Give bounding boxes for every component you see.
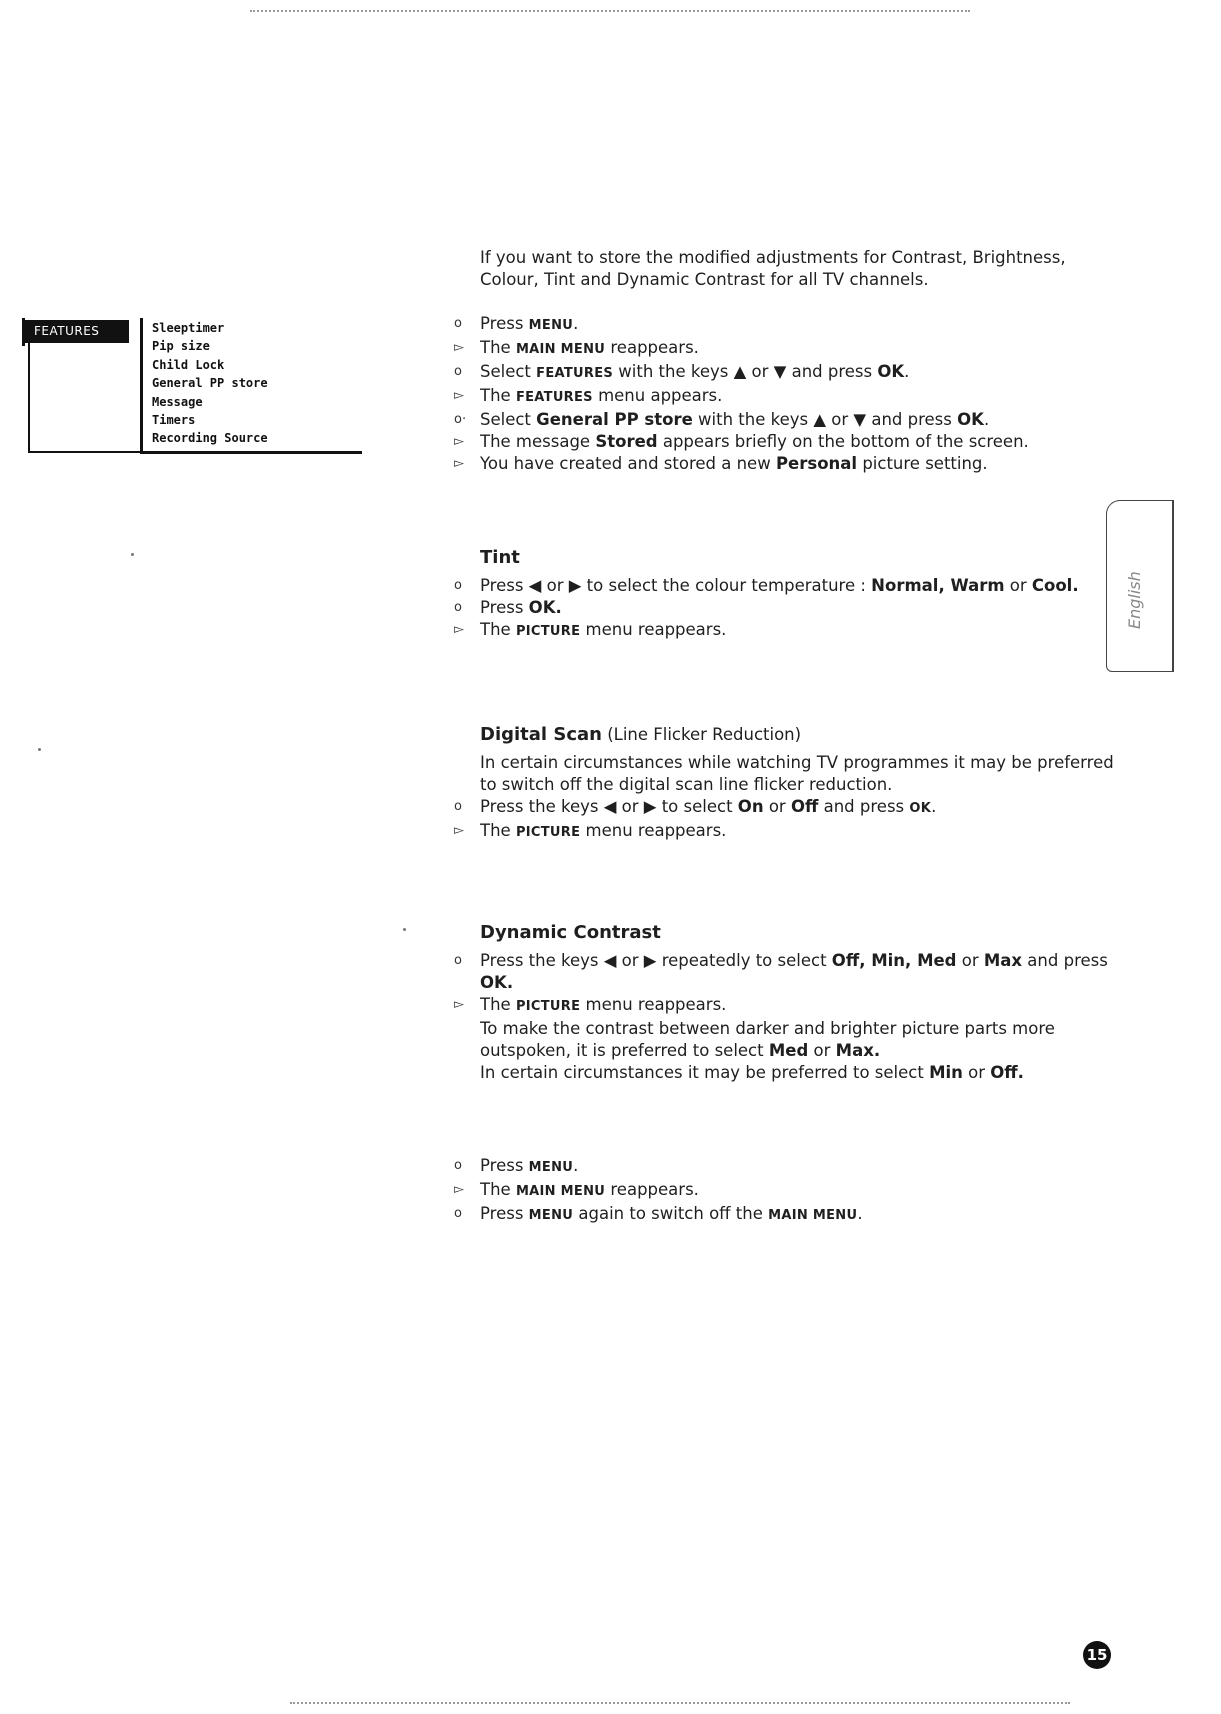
tint-steps-list xyxy=(454,575,1120,643)
result-marker: ▻ xyxy=(454,388,464,403)
step-text: or xyxy=(763,797,791,816)
result-marker: ▻ xyxy=(454,622,464,637)
step-text: The message xyxy=(480,432,596,451)
step-text: The xyxy=(480,386,516,405)
bullet-marker: o xyxy=(454,953,462,968)
step-item xyxy=(454,431,1120,453)
step-text: with the keys ▲ or ▼ and press xyxy=(692,410,958,429)
menu-item-recording-source: Recording Source xyxy=(152,431,268,446)
step-text: . xyxy=(904,362,910,381)
heading-text: Digital Scan xyxy=(480,724,602,745)
bold-term: Med xyxy=(768,1041,809,1060)
step-item xyxy=(454,575,1120,597)
step-text: . xyxy=(931,797,937,816)
bold-term: OK xyxy=(480,973,507,992)
step-item xyxy=(454,409,1120,431)
bold-term: Max xyxy=(835,1041,874,1060)
step-text: Select xyxy=(480,410,537,429)
step-text: The xyxy=(480,1180,516,1199)
step-text: Press ◀ or ▶ to select the colour temperature : xyxy=(480,576,872,595)
result-marker: ▻ xyxy=(454,456,464,471)
key-label: FEATURES xyxy=(515,390,593,405)
bold-term: Med xyxy=(917,951,957,970)
digital-scan-heading xyxy=(480,724,1120,746)
dynamic-contrast-section xyxy=(454,922,1120,1084)
step-item xyxy=(454,950,1120,994)
key-label: PICTURE xyxy=(515,825,581,840)
step-item xyxy=(454,1155,1120,1179)
step-text: . xyxy=(555,598,562,617)
note-text: or xyxy=(962,1063,991,1082)
digital-scan-steps-list xyxy=(454,796,1120,844)
bold-term: Off xyxy=(790,797,819,816)
menu-left-frame xyxy=(28,343,142,453)
bullet-marker: o xyxy=(454,1158,462,1173)
features-menu-graphic xyxy=(22,318,362,455)
step-text: menu reappears. xyxy=(580,821,727,840)
bold-term: Cool xyxy=(1031,576,1073,595)
step-item xyxy=(454,820,1120,844)
bold-term: Normal xyxy=(871,576,939,595)
key-label: MENU xyxy=(528,1208,574,1223)
step-text: or xyxy=(1004,576,1032,595)
step-text: You have created and stored a new xyxy=(480,454,776,473)
store-steps-section xyxy=(454,313,1120,475)
step-text: . xyxy=(506,973,514,992)
menu-tab-features: FEATURES xyxy=(22,320,129,343)
digital-scan-description: In certain circumstances while watching TV programmes it may be preferred to switch off the digital scan line flicker reduction. xyxy=(480,753,1114,794)
step-text: . xyxy=(573,1156,579,1175)
step-item xyxy=(454,1179,1120,1203)
bold-term: Min xyxy=(871,951,906,970)
step-item xyxy=(454,361,1120,385)
bold-term: Stored xyxy=(595,432,658,451)
menu-underline xyxy=(140,451,362,454)
step-item xyxy=(454,1203,1120,1227)
step-text: Select xyxy=(480,362,537,381)
step-text: . xyxy=(857,1204,863,1223)
key-label: OK xyxy=(909,801,932,816)
dynamic-contrast-note xyxy=(480,1018,1120,1062)
result-marker: ▻ xyxy=(454,340,464,355)
bold-term: OK xyxy=(957,410,984,429)
tint-heading: Tint xyxy=(480,547,520,568)
key-label: MAIN MENU xyxy=(515,342,606,357)
scan-speck xyxy=(403,928,406,931)
key-label: MAIN MENU xyxy=(515,1184,606,1199)
key-label: FEATURES xyxy=(536,366,614,381)
scan-artifact-bottom xyxy=(290,1702,1070,1704)
note-text: . xyxy=(1017,1063,1024,1082)
bold-term: Warm xyxy=(950,576,1005,595)
bold-term: OK xyxy=(877,362,905,381)
result-marker: ▻ xyxy=(454,434,464,449)
bold-term: On xyxy=(737,797,764,816)
intro-text: If you want to store the modified adjustments for Contrast, Brightness, Colour, Tint and Dynamic Contrast for all TV channels. xyxy=(480,248,1066,289)
scan-artifact-top xyxy=(250,10,970,12)
step-item xyxy=(454,313,1120,337)
step-text: reappears. xyxy=(605,338,699,357)
menu-item-message: Message xyxy=(152,394,203,409)
menu-item-sleeptimer: Sleeptimer xyxy=(152,321,225,335)
note-text: or xyxy=(808,1041,836,1060)
step-text: again to switch off the xyxy=(573,1204,769,1223)
bullet-marker: o xyxy=(454,1206,462,1221)
page-number: 15 xyxy=(1083,1641,1111,1669)
menu-item-general-pp-store: General PP store xyxy=(152,376,268,391)
intro-section xyxy=(480,247,1120,291)
step-text: Press xyxy=(480,598,529,617)
tint-section xyxy=(454,547,1120,643)
step-text: Press xyxy=(480,314,529,333)
bullet-marker: o xyxy=(454,799,462,814)
step-text: , xyxy=(905,951,918,970)
step-text: . xyxy=(1072,576,1079,595)
bold-term: OK xyxy=(528,598,556,617)
result-marker: ▻ xyxy=(454,997,464,1012)
dynamic-contrast-steps-list xyxy=(454,950,1120,1018)
exit-menu-section xyxy=(454,1155,1120,1227)
menu-divider xyxy=(140,318,143,453)
key-label: PICTURE xyxy=(515,999,581,1014)
menu-item-child-lock: Child Lock xyxy=(152,357,225,372)
step-text: with the keys ▲ or ▼ and press xyxy=(613,362,878,381)
note-text: To make the contrast between darker and brighter picture parts more outspoken, it is preferred to select xyxy=(480,1019,1055,1060)
bullet-marker: o xyxy=(454,578,462,593)
step-text: The xyxy=(480,620,516,639)
result-marker: ▻ xyxy=(454,823,464,838)
menu-item-timers: Timers xyxy=(152,413,196,428)
bold-term: Max xyxy=(983,951,1023,970)
bullet-marker: o· xyxy=(454,412,467,427)
result-marker: ▻ xyxy=(454,1182,464,1197)
language-side-tab xyxy=(1106,500,1174,672)
step-text: menu appears. xyxy=(592,386,723,405)
note-text: . xyxy=(873,1041,881,1060)
scan-speck xyxy=(131,553,134,556)
key-label: PICTURE xyxy=(515,624,581,639)
key-label: MENU xyxy=(528,318,574,333)
step-text: The xyxy=(480,338,516,357)
language-tab-label: English xyxy=(1125,571,1144,629)
bullet-marker: o xyxy=(454,364,462,379)
store-steps-list xyxy=(454,313,1120,475)
note-text: In certain circumstances it may be preferred to select xyxy=(480,1063,930,1082)
step-text: and press xyxy=(818,797,910,816)
exit-steps-list xyxy=(454,1155,1120,1227)
step-item xyxy=(454,994,1120,1018)
menu-item-pip-size: Pip size xyxy=(152,339,210,354)
scan-speck xyxy=(38,748,41,751)
step-item xyxy=(454,385,1120,409)
step-item xyxy=(454,337,1120,361)
step-text: Press xyxy=(480,1204,529,1223)
step-text: , xyxy=(938,576,951,595)
step-text: The xyxy=(480,995,516,1014)
bullet-marker: o xyxy=(454,600,462,615)
step-text: . xyxy=(983,410,990,429)
key-label: MENU xyxy=(528,1160,574,1175)
bold-term: Personal xyxy=(775,454,858,473)
step-text: Press the keys ◀ or ▶ to select xyxy=(480,797,738,816)
step-text: Press xyxy=(480,1156,529,1175)
step-text: appears briefly on the bottom of the screen. xyxy=(657,432,1029,451)
step-text: reappears. xyxy=(605,1180,699,1199)
step-item xyxy=(454,796,1120,820)
step-text: The xyxy=(480,821,516,840)
step-text: or xyxy=(956,951,984,970)
bold-term: Off xyxy=(990,1063,1018,1082)
bold-term: Min xyxy=(929,1063,963,1082)
step-text: and press xyxy=(1022,951,1108,970)
step-text: Press the keys ◀ or ▶ repeatedly to select xyxy=(480,951,832,970)
step-text: menu reappears. xyxy=(580,995,727,1014)
bold-term: General PP store xyxy=(536,410,693,429)
bold-term: Off xyxy=(831,951,860,970)
step-item xyxy=(454,597,1120,619)
key-label: MAIN MENU xyxy=(768,1208,858,1223)
step-text: menu reappears. xyxy=(580,620,727,639)
step-text: picture setting. xyxy=(857,454,988,473)
step-item xyxy=(454,453,1120,475)
menu-item-list xyxy=(152,319,268,448)
step-text: . xyxy=(573,314,579,333)
bullet-marker: o xyxy=(454,316,462,331)
digital-scan-section xyxy=(454,724,1120,844)
step-item xyxy=(454,619,1120,643)
dynamic-contrast-note xyxy=(480,1062,1120,1084)
heading-suffix: (Line Flicker Reduction) xyxy=(601,725,802,744)
step-text: , xyxy=(859,951,872,970)
dynamic-contrast-heading: Dynamic Contrast xyxy=(480,922,661,943)
